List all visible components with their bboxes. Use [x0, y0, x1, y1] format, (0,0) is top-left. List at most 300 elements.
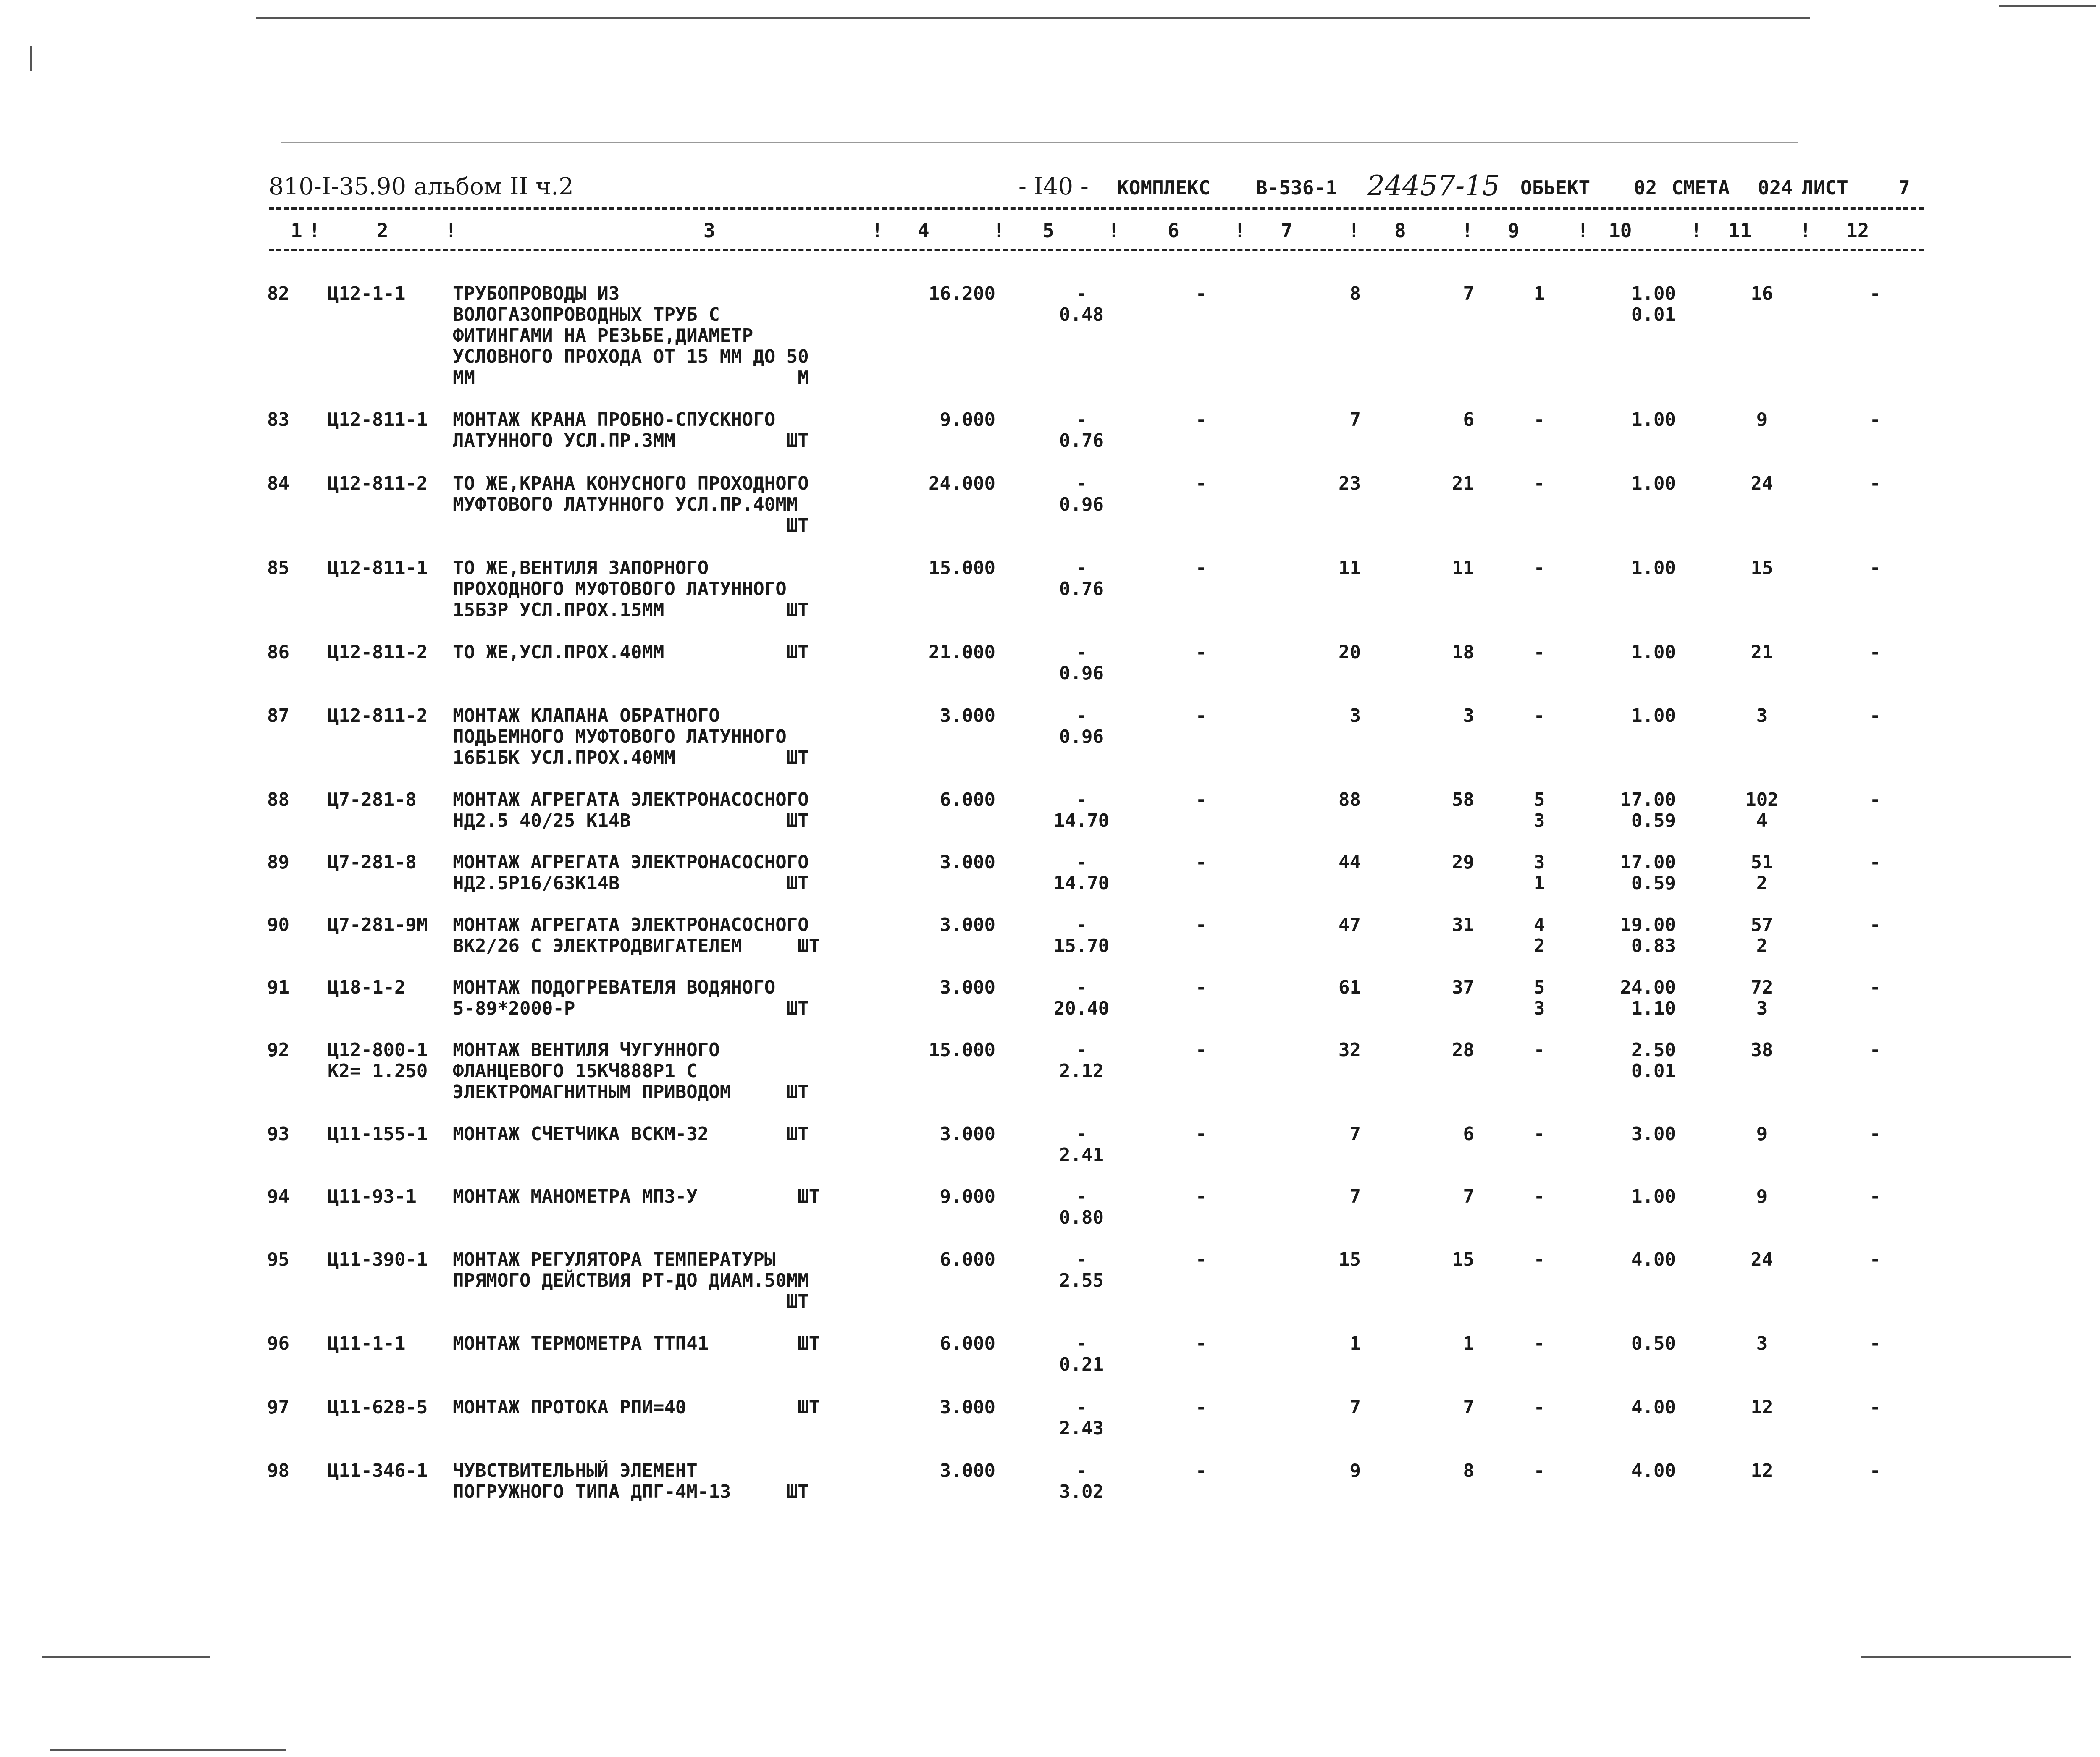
col9-value-line: -: [1533, 642, 1545, 663]
col10-value-line: 0.59: [1631, 873, 1676, 894]
col10-value-line: 17.00: [1620, 852, 1676, 873]
col5-value: [1042, 915, 1121, 957]
col8-value-line: 21: [1452, 473, 1474, 494]
quantity-line: 3.000: [940, 977, 995, 998]
column-separator: !: [1800, 219, 1811, 242]
col7-value-line: 61: [1339, 977, 1361, 998]
col12-value-line: -: [1869, 705, 1881, 726]
col5-value-line: -: [1076, 914, 1087, 936]
col5-value-line: 0.76: [1059, 578, 1104, 600]
col11-value: [1735, 1333, 1789, 1354]
column-separator: !: [993, 219, 1005, 242]
column-number: 2: [377, 219, 388, 242]
col5-value-line: -: [1076, 1333, 1087, 1354]
col12-value: [1852, 1124, 1898, 1145]
work-description-line: МОНТАЖ ПРОТОКА РПИ=40 ШТ: [453, 1397, 820, 1418]
col7-value-line: 23: [1339, 473, 1361, 494]
col10-value-line: 4.00: [1631, 1460, 1676, 1482]
handwritten-number: 24457-15: [1367, 170, 1500, 202]
col8-value: [1420, 1333, 1474, 1354]
quantity-line: 15.000: [929, 557, 995, 579]
col6-value: [1168, 409, 1235, 430]
quantity: [899, 977, 995, 998]
col7-value-line: 8: [1349, 283, 1361, 304]
col7-value-line: 7: [1349, 409, 1361, 430]
col5-value-line: 15.70: [1053, 935, 1110, 957]
object-value: 02: [1634, 176, 1657, 199]
col9-value: [1512, 1397, 1567, 1418]
work-description-line: ЧУВСТВИТЕЛЬНЫЙ ЭЛЕМЕНТ: [453, 1460, 698, 1482]
work-description-line: ЛАТУННОГО УСЛ.ПР.3ММ ШТ: [453, 430, 809, 451]
rate-code: [328, 915, 454, 936]
quantity: [899, 705, 995, 726]
col6-value: [1168, 1397, 1235, 1418]
row-number-line: 84: [267, 473, 289, 494]
work-description: [453, 789, 862, 831]
col10-value-line: 1.00: [1631, 283, 1676, 304]
row-number: [267, 642, 301, 663]
col5-value: [1042, 283, 1121, 325]
col7-value-line: 88: [1339, 789, 1361, 810]
row-number: [267, 1186, 301, 1207]
col6-value: [1168, 473, 1235, 494]
col12-value-line: -: [1869, 642, 1881, 663]
col9-value-line: 4: [1533, 914, 1545, 936]
rate-code: [328, 1186, 454, 1207]
col7-value-line: 7: [1349, 1397, 1361, 1418]
work-description-line: МОНТАЖ АГРЕГАТА ЭЛЕКТРОНАСОСНОГО: [453, 789, 809, 810]
work-description-line: ПРОХОДНОГО МУФТОВОГО ЛАТУННОГО: [453, 578, 787, 600]
col12-value-line: -: [1869, 1460, 1881, 1482]
col11-value-line: 12: [1751, 1397, 1773, 1418]
col7-value: [1306, 705, 1361, 726]
col11-value: [1735, 915, 1789, 957]
col5-value-line: -: [1076, 1186, 1087, 1207]
col9-value: [1512, 1124, 1567, 1145]
row-number: [267, 1124, 301, 1145]
col11-value-line: 3: [1756, 705, 1768, 726]
col10-value-line: 17.00: [1620, 789, 1676, 810]
col6-value-line: -: [1195, 1123, 1207, 1145]
col10-value: [1596, 852, 1676, 894]
col6-value: [1168, 642, 1235, 663]
row-number-line: 95: [267, 1249, 289, 1270]
col10-value-line: 1.00: [1631, 1186, 1676, 1207]
col7-value-line: 3: [1349, 705, 1361, 726]
col10-value: [1596, 1397, 1676, 1418]
col7-value-line: 7: [1349, 1123, 1361, 1145]
col9-value-line: -: [1533, 1460, 1545, 1482]
quantity-line: 6.000: [940, 1333, 995, 1354]
col9-value-line: 3: [1533, 852, 1545, 873]
col11-value: [1735, 409, 1789, 430]
col11-value: [1735, 473, 1789, 494]
work-description: [453, 1461, 862, 1503]
col8-value-line: 7: [1463, 283, 1474, 304]
row-number: [267, 1397, 301, 1418]
work-description-line: 5-89*2000-Р ШТ: [453, 998, 809, 1019]
work-description-line: МОНТАЖ МАНОМЕТРА МП3-У ШТ: [453, 1186, 820, 1207]
col10-value: [1596, 977, 1676, 1019]
col9-value-line: 2: [1533, 935, 1545, 957]
quantity: [899, 409, 995, 430]
work-description-line: ВОЛОГАЗОПРОВОДНЫХ ТРУБ С: [453, 304, 720, 325]
rate-code-line: Ц7-281-8: [328, 789, 417, 810]
estimate-label: СМЕТА: [1672, 176, 1730, 199]
col10-value-line: 1.00: [1631, 473, 1676, 494]
col7-value: [1306, 977, 1361, 998]
col5-value: [1042, 1186, 1121, 1228]
scan-bottom-line-right: [1861, 1656, 2071, 1658]
col8-value: [1420, 642, 1474, 663]
row-number: [267, 789, 301, 810]
row-number: [267, 1249, 301, 1270]
col8-value: [1420, 473, 1474, 494]
col9-value: [1512, 283, 1567, 304]
col7-value: [1306, 915, 1361, 936]
work-description-line: МОНТАЖ ПОДОГРЕВАТЕЛЯ ВОДЯНОГО: [453, 977, 776, 998]
column-separator: !: [1348, 219, 1360, 242]
col8-value-line: 18: [1452, 642, 1474, 663]
work-description: [453, 915, 862, 957]
row-number: [267, 558, 301, 579]
col10-value: [1596, 1461, 1676, 1482]
col8-value: [1420, 789, 1474, 810]
col12-value-line: -: [1869, 283, 1881, 304]
col6-value-line: -: [1195, 789, 1207, 810]
quantity: [899, 852, 995, 873]
col11-value-line: 3: [1756, 998, 1768, 1019]
quantity-line: 3.000: [940, 705, 995, 726]
col11-value: [1735, 977, 1789, 1019]
col5-value: [1042, 1333, 1121, 1375]
work-description-line: ШТ: [453, 515, 809, 536]
rate-code-line: Ц11-346-1: [328, 1460, 428, 1482]
col10-value-line: 0.50: [1631, 1333, 1676, 1354]
col6-value-line: -: [1195, 1397, 1207, 1418]
col12-value: [1852, 1186, 1898, 1207]
col5-value: [1042, 1397, 1121, 1439]
row-number: [267, 1333, 301, 1354]
rate-code-line: К2= 1.250: [328, 1060, 428, 1082]
col6-value: [1168, 789, 1235, 810]
col9-value-line: -: [1533, 1249, 1545, 1270]
col11-value-line: 57: [1751, 914, 1773, 936]
work-description: [453, 409, 862, 451]
col12-value-line: -: [1869, 1186, 1881, 1207]
col5-value-line: 0.48: [1059, 304, 1104, 325]
col6-value-line: -: [1195, 1186, 1207, 1207]
column-number: 1: [291, 219, 302, 242]
col12-value-line: -: [1869, 473, 1881, 494]
work-description-line: ММ М: [453, 367, 809, 388]
complex-value: В-536-1: [1256, 176, 1337, 199]
column-separator: !: [1690, 219, 1702, 242]
column-number: 7: [1281, 219, 1293, 242]
rate-code-line: Ц11-155-1: [328, 1123, 428, 1145]
col6-value: [1168, 1249, 1235, 1270]
rate-code: [328, 1461, 454, 1482]
col5-value-line: -: [1076, 1460, 1087, 1482]
col9-value-line: 3: [1533, 810, 1545, 831]
scan-top-line-right: [1999, 5, 2096, 7]
work-description-line: НД2.5Р16/63К14В ШТ: [453, 873, 809, 894]
col6-value: [1168, 283, 1235, 304]
col7-value: [1306, 283, 1361, 304]
col11-value-line: 9: [1756, 1123, 1768, 1145]
col6-value: [1168, 1461, 1235, 1482]
col10-value: [1596, 473, 1676, 494]
col7-value: [1306, 1333, 1361, 1354]
col7-value: [1306, 1040, 1361, 1061]
row-number: [267, 705, 301, 726]
rate-code: [328, 1124, 454, 1145]
column-separator: !: [872, 219, 883, 242]
row-number: [267, 409, 301, 430]
column-number: 4: [918, 219, 929, 242]
col10-value: [1596, 642, 1676, 663]
col12-value-line: -: [1869, 1249, 1881, 1270]
rate-code: [328, 852, 454, 873]
work-description-line: НД2.5 40/25 К14В ШТ: [453, 810, 809, 831]
col5-value: [1042, 558, 1121, 600]
row-number: [267, 977, 301, 998]
rate-code-line: Ц12-811-1: [328, 557, 428, 579]
column-separator: !: [445, 219, 457, 242]
col11-value: [1735, 1186, 1789, 1207]
col11-value-line: 21: [1751, 642, 1773, 663]
col5-value-line: 2.43: [1059, 1418, 1104, 1439]
col11-value: [1735, 852, 1789, 894]
col12-value-line: -: [1869, 1333, 1881, 1354]
col7-value-line: 15: [1339, 1249, 1361, 1270]
column-number: 8: [1394, 219, 1406, 242]
col12-value: [1852, 1249, 1898, 1270]
rate-code: [328, 642, 454, 663]
column-number: 9: [1508, 219, 1520, 242]
col7-value: [1306, 1461, 1361, 1482]
quantity-line: 3.000: [940, 914, 995, 936]
col10-value-line: 1.10: [1631, 998, 1676, 1019]
col5-value-line: -: [1076, 789, 1087, 810]
col7-value: [1306, 852, 1361, 873]
col10-value: [1596, 1186, 1676, 1207]
col8-value-line: 8: [1463, 1460, 1474, 1482]
col8-value: [1420, 1249, 1474, 1270]
col11-value-line: 16: [1751, 283, 1773, 304]
col7-value: [1306, 473, 1361, 494]
work-description-line: ФЛАНЦЕВОГО 15КЧ888Р1 С: [453, 1060, 698, 1082]
col9-value: [1512, 1249, 1567, 1270]
rate-code: [328, 283, 454, 304]
work-description: [453, 1397, 862, 1418]
col9-value-line: 3: [1533, 998, 1545, 1019]
col5-value-line: 0.80: [1059, 1207, 1104, 1228]
quantity: [899, 915, 995, 936]
col11-value: [1735, 1124, 1789, 1145]
col10-value-line: 1.00: [1631, 705, 1676, 726]
row-number: [267, 852, 301, 873]
col7-value: [1306, 789, 1361, 810]
col12-value: [1852, 915, 1898, 936]
col8-value: [1420, 915, 1474, 936]
col10-value-line: 1.00: [1631, 409, 1676, 430]
rate-code: [328, 1249, 454, 1270]
quantity-line: 3.000: [940, 1123, 995, 1145]
col8-value-line: 1: [1463, 1333, 1474, 1354]
work-description-line: ТО ЖЕ,ВЕНТИЛЯ ЗАПОРНОГО: [453, 557, 709, 579]
col12-value-line: -: [1869, 1397, 1881, 1418]
col7-value-line: 1: [1349, 1333, 1361, 1354]
col9-value: [1512, 473, 1567, 494]
col11-value-line: 9: [1756, 409, 1768, 430]
col5-value-line: -: [1076, 1249, 1087, 1270]
work-description-line: 15Б3Р УСЛ.ПРОХ.15ММ ШТ: [453, 599, 809, 621]
col5-value-line: -: [1076, 1397, 1087, 1418]
col12-value-line: -: [1869, 557, 1881, 579]
quantity-line: 15.000: [929, 1039, 995, 1061]
rate-code: [328, 705, 454, 726]
column-number: 10: [1609, 219, 1632, 242]
col5-value-line: -: [1076, 557, 1087, 579]
document-header: [269, 170, 1924, 207]
work-description-line: МОНТАЖ КРАНА ПРОБНО-СПУСКНОГО: [453, 409, 776, 430]
col9-value-line: -: [1533, 409, 1545, 430]
col5-value-line: 20.40: [1053, 998, 1110, 1019]
work-description: [453, 1333, 862, 1354]
col6-value-line: -: [1195, 1249, 1207, 1270]
col12-value-line: -: [1869, 789, 1881, 810]
col9-value: [1512, 1461, 1567, 1482]
rate-code: [328, 789, 454, 810]
work-description-line: 16Б1БК УСЛ.ПРОХ.40ММ ШТ: [453, 747, 809, 768]
complex-label: КОМПЛЕКС: [1117, 176, 1210, 199]
col9-value-line: 5: [1533, 977, 1545, 998]
col8-value-line: 28: [1452, 1039, 1474, 1061]
col6-value: [1168, 1333, 1235, 1354]
work-description: [453, 642, 862, 663]
row-number-line: 98: [267, 1460, 289, 1482]
col8-value: [1420, 1397, 1474, 1418]
col8-value: [1420, 1461, 1474, 1482]
col6-value: [1168, 1040, 1235, 1061]
work-description: [453, 1186, 862, 1207]
column-separator: !: [1462, 219, 1473, 242]
col7-value-line: 20: [1339, 642, 1361, 663]
row-number-line: 85: [267, 557, 289, 579]
col8-value-line: 7: [1463, 1186, 1474, 1207]
col7-value-line: 32: [1339, 1039, 1361, 1061]
rate-code: [328, 558, 454, 579]
work-description-line: ТО ЖЕ,УСЛ.ПРОХ.40ММ ШТ: [453, 642, 809, 663]
col10-value-line: 19.00: [1620, 914, 1676, 936]
quantity-line: 9.000: [940, 409, 995, 430]
row-number: [267, 283, 301, 304]
estimate-value: 024: [1758, 176, 1793, 199]
rate-code-line: Ц12-811-2: [328, 705, 428, 726]
rate-code-line: Ц12-1-1: [328, 283, 406, 304]
rate-code-line: Ц7-281-8: [328, 852, 417, 873]
col10-value: [1596, 705, 1676, 726]
col6-value-line: -: [1195, 1460, 1207, 1482]
col10-value: [1596, 558, 1676, 579]
col5-value-line: -: [1076, 705, 1087, 726]
col9-value: [1512, 852, 1567, 894]
work-description-line: МОНТАЖ ТЕРМОМЕТРА ТТП41 ШТ: [453, 1333, 820, 1354]
row-number: [267, 1040, 301, 1061]
quantity: [899, 1249, 995, 1270]
col10-value-line: 4.00: [1631, 1249, 1676, 1270]
col5-value: [1042, 473, 1121, 515]
col5-value-line: -: [1076, 977, 1087, 998]
col6-value-line: -: [1195, 705, 1207, 726]
header-rule-top: [269, 207, 1924, 210]
col7-value-line: 7: [1349, 1186, 1361, 1207]
column-separator: !: [1234, 219, 1246, 242]
col5-value: [1042, 977, 1121, 1019]
col5-value: [1042, 642, 1121, 684]
column-number: 3: [704, 219, 715, 242]
col9-value: [1512, 915, 1567, 957]
col8-value-line: 6: [1463, 409, 1474, 430]
col11-value-line: 2: [1756, 935, 1768, 957]
work-description-line: МОНТАЖ КЛАПАНА ОБРАТНОГО: [453, 705, 720, 726]
work-description-line: ШТ: [453, 1291, 809, 1312]
col7-value: [1306, 409, 1361, 430]
work-description: [453, 1040, 862, 1103]
col6-value-line: -: [1195, 1333, 1207, 1354]
col8-value: [1420, 558, 1474, 579]
rate-code-line: Ц18-1-2: [328, 977, 406, 998]
col5-value: [1042, 1461, 1121, 1503]
col5-value-line: -: [1076, 283, 1087, 304]
col11-value-line: 51: [1751, 852, 1773, 873]
work-description-line: ПОГРУЖНОГО ТИПА ДПГ-4М-13 ШТ: [453, 1481, 809, 1503]
col11-value: [1735, 642, 1789, 663]
col12-value: [1852, 409, 1898, 430]
column-number: 5: [1042, 219, 1054, 242]
scan-left-tick: [30, 46, 32, 71]
col9-value-line: -: [1533, 1333, 1545, 1354]
col12-value-line: -: [1869, 914, 1881, 936]
scan-faint-line: [281, 142, 1798, 143]
col10-value: [1596, 1040, 1676, 1082]
col10-value: [1596, 409, 1676, 430]
col8-value: [1420, 409, 1474, 430]
row-number: [267, 1461, 301, 1482]
scan-top-line: [256, 17, 1810, 19]
col10-value-line: 0.01: [1631, 304, 1676, 325]
work-description: [453, 705, 862, 768]
rate-code: [328, 1333, 454, 1354]
col8-value: [1420, 1040, 1474, 1061]
quantity-line: 3.000: [940, 852, 995, 873]
col6-value: [1168, 852, 1235, 873]
col5-value: [1042, 1040, 1121, 1082]
col11-value-line: 72: [1751, 977, 1773, 998]
col10-value: [1596, 1124, 1676, 1145]
col7-value-line: 47: [1339, 914, 1361, 936]
row-number: [267, 473, 301, 494]
quantity-line: 3.000: [940, 1460, 995, 1482]
col9-value-line: 5: [1533, 789, 1545, 810]
col9-value: [1512, 1040, 1567, 1061]
col11-value: [1735, 1040, 1789, 1061]
col7-value-line: 11: [1339, 557, 1361, 579]
sheet-value: 7: [1898, 176, 1910, 199]
col9-value: [1512, 705, 1567, 726]
col7-value-line: 9: [1349, 1460, 1361, 1482]
